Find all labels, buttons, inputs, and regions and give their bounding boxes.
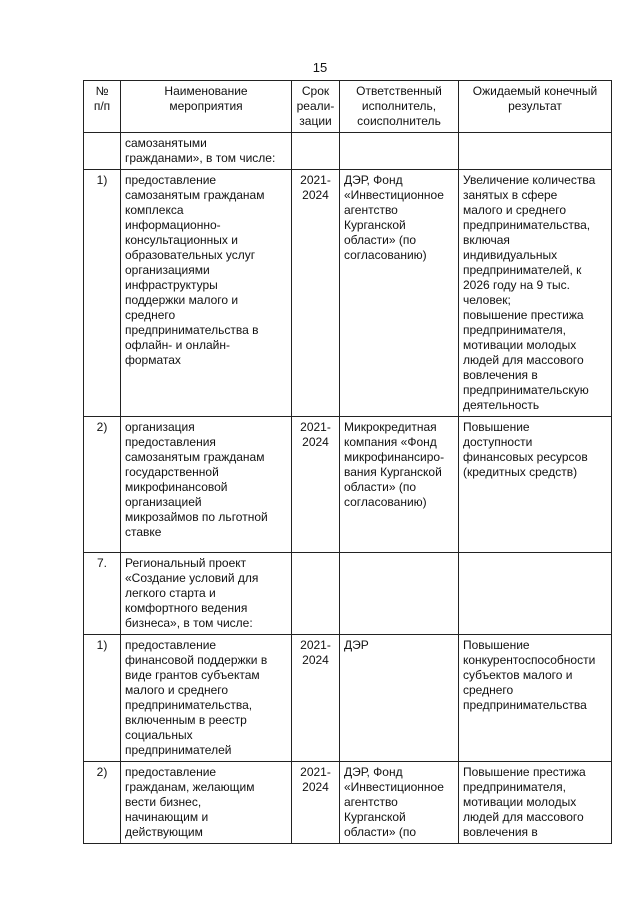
row-executor: ДЭР, Фонд «Инвестиционное агентство Курганской области» (по согласованию) — [340, 170, 459, 417]
row-executor — [340, 553, 459, 635]
header-result: Ожидаемый конечный результат — [459, 81, 612, 133]
row-number — [84, 133, 121, 170]
row-term — [292, 133, 340, 170]
row-term: 2021- 2024 — [292, 170, 340, 417]
table-header-row — [84, 81, 612, 133]
row-term: 2021- 2024 — [292, 762, 340, 844]
table-row — [84, 553, 612, 635]
row-measure-name: самозанятыми гражданами», в том числе: — [121, 133, 292, 170]
header-executor: Ответственный исполнитель, соисполнитель — [340, 81, 459, 133]
row-measure-name: предоставление гражданам, желающим вести бизнес, начинающим и действующим — [121, 762, 292, 844]
header-number: № п/п — [84, 81, 121, 133]
row-measure-name: организация предоставления самозанятым гражданам государственной микрофинансовой организацией микрозаймов по льготной ставке — [121, 417, 292, 553]
row-measure-name: предоставление самозанятым гражданам комплекса информационно- консультационных и образовательных услуг организациями инфраструктуры поддержки малого и среднего предпринимательства в офлайн- и онлайн- форматах — [121, 170, 292, 417]
header-measure-name: Наименование мероприятия — [121, 81, 292, 133]
row-result: Повышение престижа предпринимателя, мотивации молодых людей для массового вовлечения в — [459, 762, 612, 844]
table-row — [84, 133, 612, 170]
row-number: 2) — [84, 417, 121, 553]
row-number: 7. — [84, 553, 121, 635]
page-number: 15 — [312, 60, 328, 75]
row-executor — [340, 133, 459, 170]
row-result: Увеличение количества занятых в сфере малого и среднего предпринимательства, включая индивидуальных предпринимателей, к 2026 году на 9 тыс. человек; повышение престижа предпринимателя, мотивации молодых людей для массового вовлечения в предпринимательскую деятельность — [459, 170, 612, 417]
table-row — [84, 417, 612, 553]
row-term: 2021- 2024 — [292, 417, 340, 553]
table-row — [84, 635, 612, 762]
row-result — [459, 553, 612, 635]
row-executor: ДЭР — [340, 635, 459, 762]
header-term: Срок реали- зации — [292, 81, 340, 133]
row-executor: ДЭР, Фонд «Инвестиционное агентство Курганской области» (по — [340, 762, 459, 844]
row-term: 2021- 2024 — [292, 635, 340, 762]
row-measure-name: Региональный проект «Создание условий для легкого старта и комфортного ведения бизнеса», в том числе: — [121, 553, 292, 635]
row-executor: Микрокредитная компания «Фонд микрофинансиро- вания Курганской области» (по согласованию) — [340, 417, 459, 553]
table-row — [84, 762, 612, 844]
row-result: Повышение конкурентоспособности субъектов малого и среднего предпринимательства — [459, 635, 612, 762]
row-number: 2) — [84, 762, 121, 844]
measures-table — [83, 80, 612, 844]
row-number: 1) — [84, 635, 121, 762]
row-result — [459, 133, 612, 170]
table-row — [84, 170, 612, 417]
row-term — [292, 553, 340, 635]
row-result: Повышение доступности финансовых ресурсов (кредитных средств) — [459, 417, 612, 553]
row-measure-name: предоставление финансовой поддержки в виде грантов субъектам малого и среднего предпринимательства, включенным в реестр социальных предпринимателей — [121, 635, 292, 762]
row-number: 1) — [84, 170, 121, 417]
